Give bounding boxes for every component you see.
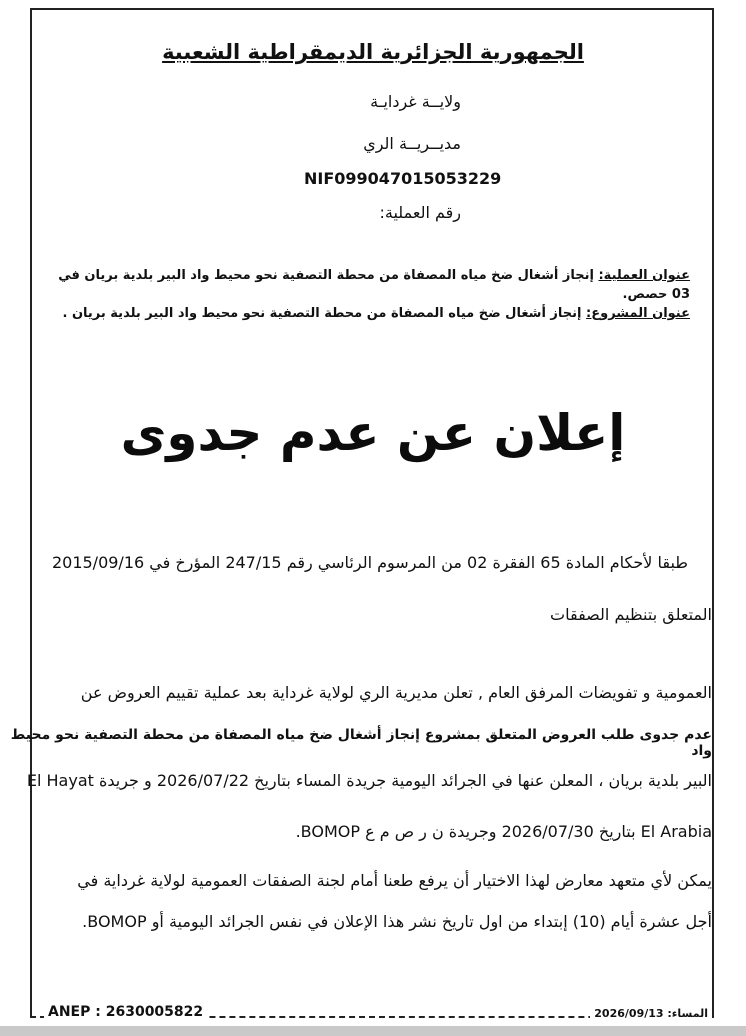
scan-edge [0, 1026, 746, 1036]
anep-reference: ANEP : 2630005822 [44, 1004, 207, 1020]
operation-title-label: عنوان العملية: [598, 268, 690, 283]
operation-title-row [50, 266, 690, 304]
operation-title-value: إنجاز أشغال ضخ مياه المصفاة من محطة التصفية نحو محيط واد البير بلدية بريان في 03 حصص. [58, 268, 690, 302]
publication-date: المساء: 2026/09/13 [590, 1007, 712, 1020]
body-line-7: يمكن لأي متعهد معارض لهذا الاختيار أن يرفع طعنا أمام لجنة الصفقات العمومية لولاية غرداية في [77, 871, 712, 890]
project-title-label: عنوان المشروع: [586, 306, 690, 321]
body-line-1: طبقا لأحكام المادة 65 الفقرة 02 من المرسوم الرئاسي رقم 247/15 المؤرخ في 2015/09/16 [51, 553, 688, 572]
body-line-2: المتعلق بتنظيم الصفقات [550, 605, 712, 624]
nif-line: NIF099047015053229 [304, 169, 502, 188]
project-title-row [50, 304, 690, 323]
project-title-value: إنجاز أشغال ضخ مياه المصفاة من محطة التصفية نحو محيط واد البير بلدية بريان . [62, 306, 587, 321]
wilaya-line: ولايــة غردايـة [370, 92, 461, 111]
body-line-3: العمومية و تفويضات المرفق العام , تعلن مديرية الري لولاية غرداية بعد عملية تقييم العروض عن [80, 683, 712, 702]
announcement-title: إعلان عن عدم جدوى [120, 404, 626, 462]
operation-block [50, 266, 690, 323]
body-line-8: أجل عشرة أيام (10) إبتداء من اول تاريخ نشر هذا الإعلان في نفس الجرائد اليومية أو BOMOP. [82, 912, 712, 931]
republic-title: الجمهورية الجزائرية الديمقراطية الشعبية [162, 40, 584, 64]
operation-number-label: رقم العملية: [379, 203, 461, 222]
body-line-4: عدم جدوى طلب العروض المتعلق بمشروع إنجاز أشغال ضخ مياه المصفاة من محطة التصفية نحو محيط واد [10, 727, 712, 759]
directorate-line: مديــريــة الري [363, 134, 461, 153]
body-line-6: El Arabia بتاريخ 2026/07/30 وجريدة ن ر ص م ع BOMOP. [295, 822, 712, 841]
document-frame [30, 8, 714, 1018]
body-line-5: البير بلدية بريان ، المعلن عنها في الجرائد اليومية جريدة المساء بتاريخ 2026/07/22 و جريدة El Hayat [26, 771, 712, 790]
